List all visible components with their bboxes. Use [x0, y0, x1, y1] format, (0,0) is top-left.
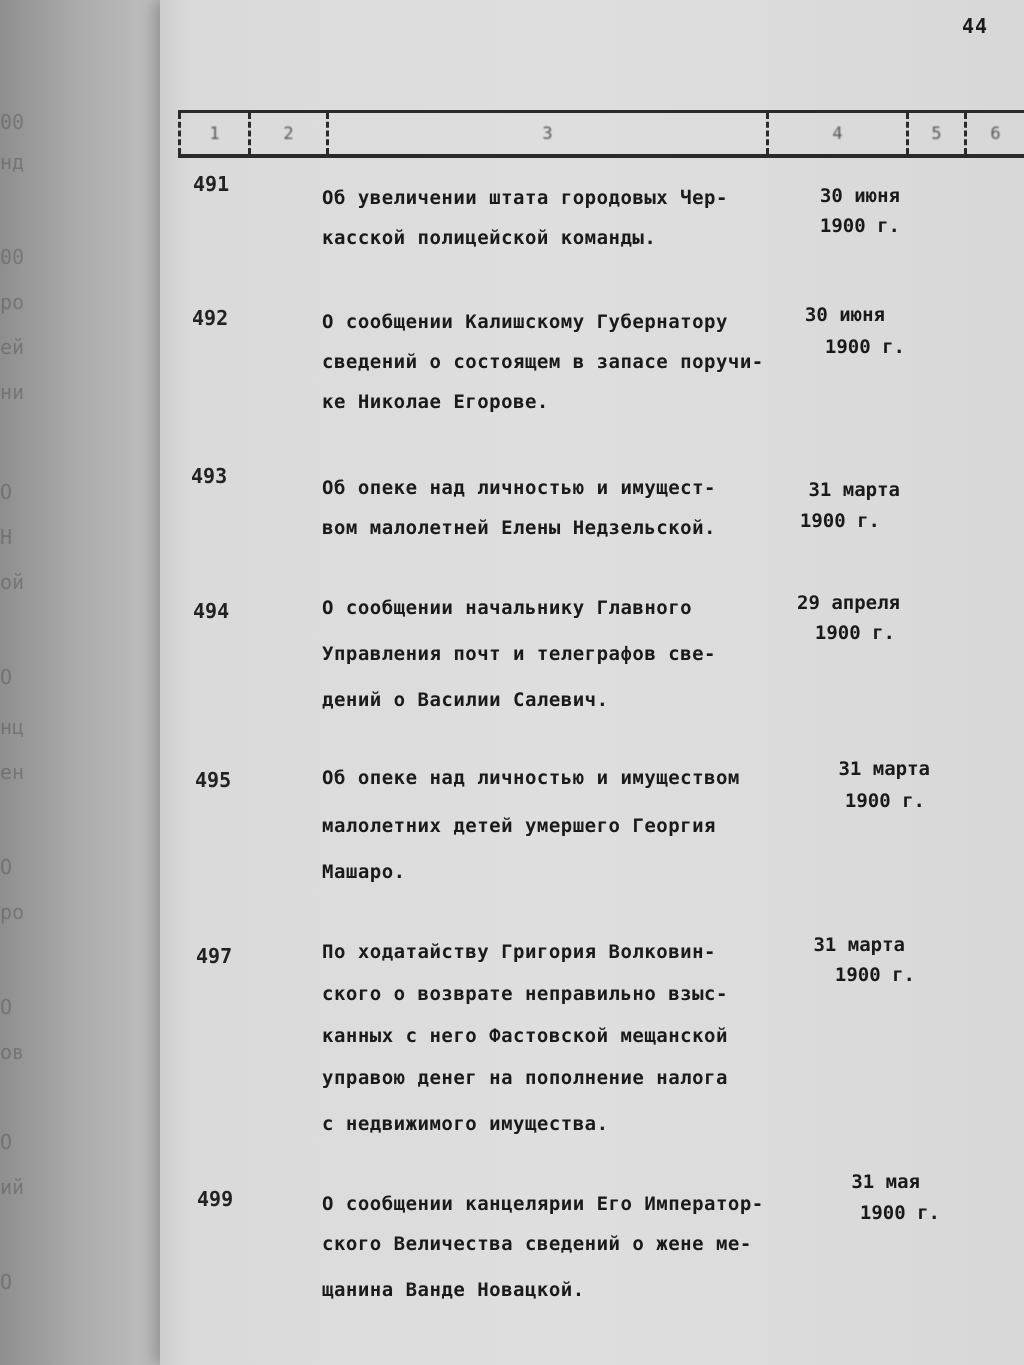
header-col-4: [766, 113, 906, 154]
header-col-label: 4: [832, 123, 843, 144]
entry-line: с недвижимого имущества.: [322, 1113, 609, 1135]
entry-date-year: 1900 г.: [819, 215, 900, 237]
entry-line: ского о возврате неправильно взыс-: [322, 983, 728, 1005]
entry-date-day: 30 июня: [819, 185, 900, 207]
entry-number: 492: [192, 306, 229, 330]
header-col-2: [248, 113, 326, 154]
entry-line: Об опеке над личностью и имущест-: [322, 477, 716, 499]
entry-date-year: 1900 г.: [814, 622, 895, 644]
entry-date-year: 1900 г.: [834, 964, 915, 986]
entry-line: О сообщении канцелярии Его Император-: [322, 1193, 764, 1215]
entry-number: 491: [193, 172, 230, 196]
entry-number: 499: [197, 1187, 234, 1211]
entry-line: Об опеке над личностью и имуществом: [322, 767, 740, 789]
entry-line: Об увеличении штата городовых Чер-: [322, 187, 728, 209]
entry-line: Машаро.: [322, 861, 406, 883]
entry-line: ке Николае Егорове.: [322, 391, 549, 413]
header-col-label: 5: [931, 123, 942, 144]
header-col-6: [964, 113, 1024, 154]
entry-date-year: 1900 г.: [844, 790, 925, 812]
entry-date-year: 1900 г.: [824, 336, 905, 358]
entry-line: малолетних детей умершего Георгия: [322, 815, 716, 837]
header-col-label: 2: [283, 123, 294, 144]
page-number: 44: [962, 14, 989, 38]
entry-line: сведений о состоящем в запасе поручи-: [322, 351, 764, 373]
entry-line: О сообщении начальнику Главного: [322, 597, 693, 619]
entry-line: касской полицейской команды.: [322, 227, 657, 249]
entry-date-day: 30 июня: [804, 304, 885, 326]
header-col-label: 6: [990, 123, 1001, 144]
entry-line: вом малолетней Елены Недзельской.: [322, 517, 716, 539]
header-col-3: [326, 113, 766, 154]
entry-number: 497: [196, 944, 233, 968]
entry-line: ского Величества сведений о жене ме-: [322, 1233, 752, 1255]
table-header: [178, 110, 1024, 158]
entry-line: Управления почт и телеграфов све-: [322, 643, 716, 665]
header-col-label: 3: [542, 123, 553, 144]
entry-number: 495: [195, 768, 232, 792]
entry-line: управою денег на пополнение налога: [322, 1067, 728, 1089]
left-page-edge: 00 нд 00 ро ей ни О Н ой О нц ен О ро О ов О ий О: [0, 0, 165, 1365]
header-col-label: 1: [209, 123, 220, 144]
entry-line: дений о Василии Салевич.: [322, 689, 609, 711]
entry-line: канных с него Фастовской мещанской: [322, 1025, 728, 1047]
entry-line: щанина Ванде Новацкой.: [322, 1279, 585, 1301]
entry-date-year: 1900 г.: [859, 1202, 940, 1224]
entry-date-day: 31 марта: [838, 758, 930, 780]
entry-line: По ходатайству Григория Волковин-: [322, 941, 716, 963]
header-col-1: [178, 113, 248, 154]
entry-date-day: 29 апреля: [797, 592, 900, 614]
entry-date-day: 31 мая: [851, 1171, 920, 1193]
entry-number: 494: [193, 599, 230, 623]
header-col-5: [906, 113, 964, 154]
entry-number: 493: [191, 464, 228, 488]
entry-date-year: 1900 г.: [799, 510, 880, 532]
entry-date-day: 31 марта: [813, 934, 905, 956]
entry-line: О сообщении Калишскому Губернатору: [322, 311, 728, 333]
entry-date-day: 31 марта: [808, 479, 900, 501]
